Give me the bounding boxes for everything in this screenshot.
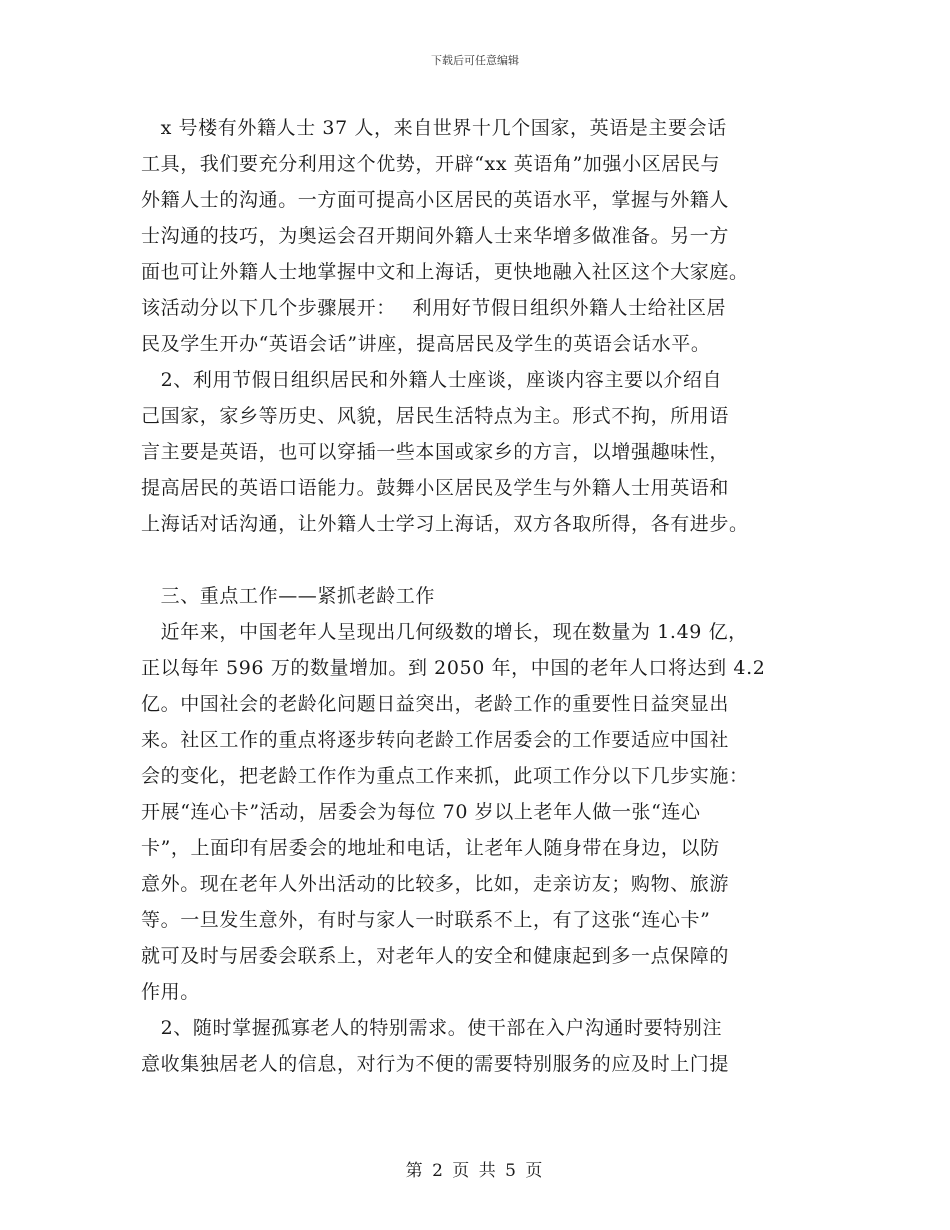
body-line: 意收集独居老人的信息，对行为不便的需要特别服务的应及时上门提 bbox=[141, 1053, 730, 1075]
body-line: 2、随时掌握孤寡老人的特别需求。使干部在入户沟通时要特别注 bbox=[141, 1017, 723, 1039]
body-line: 提高居民的英语口语能力。鼓舞小区居民及学生与外籍人士用英语和 bbox=[141, 477, 730, 499]
body-line: 正以每年 596 万的数量增加。到 2050 年，中国的老年人口将达到 4.2 bbox=[141, 657, 766, 679]
body-line: 民及学生开办“英语会话”讲座，提高居民及学生的英语会话水平。 bbox=[141, 333, 711, 355]
section-heading: 三、重点工作——紧抓老龄工作 bbox=[141, 585, 436, 607]
body-line: 意外。现在老年人外出活动的比较多，比如，走亲访友；购物、旅游 bbox=[141, 873, 730, 895]
body-line: 作用。 bbox=[141, 981, 200, 1003]
body-line: 就可及时与居委会联系上，对老年人的安全和健康起到多一点保障的 bbox=[141, 945, 730, 967]
body-line: 等。一旦发生意外，有时与家人一时联系不上，有了这张“连心卡” bbox=[141, 909, 711, 931]
page-number-footer: 第 2 页 共 5 页 bbox=[405, 1161, 545, 1181]
body-line: 近年来，中国老年人呈现出几何级数的增长，现在数量为 1.49 亿， bbox=[141, 621, 748, 643]
body-line: 2、利用节假日组织居民和外籍人士座谈，座谈内容主要以介绍自 bbox=[141, 369, 723, 391]
body-line: 亿。中国社会的老龄化问题日益突出，老龄工作的重要性日益突显出 bbox=[141, 693, 730, 715]
body-line: 面也可让外籍人士地掌握中文和上海话，更快地融入社区这个大家庭。 bbox=[141, 261, 749, 283]
body-line: 开展“连心卡”活动，居委会为每位 70 岁以上老年人做一张“连心 bbox=[141, 801, 701, 823]
body-line: 来。社区工作的重点将逐步转向老龄工作居委会的工作要适应中国社 bbox=[141, 729, 730, 751]
body-line: x 号楼有外籍人士 37 人，来自世界十几个国家，英语是主要会话 bbox=[141, 117, 727, 139]
body-line: 上海话对话沟通，让外籍人士学习上海话，双方各取所得，各有进步。 bbox=[141, 513, 749, 535]
body-line: 会的变化，把老龄工作作为重点工作来抓，此项工作分以下几步实施： bbox=[141, 765, 749, 787]
body-line: 外籍人士的沟通。一方面可提高小区居民的英语水平，掌握与外籍人 bbox=[141, 189, 730, 211]
body-line: 己国家，家乡等历史、风貌，居民生活特点为主。形式不拘，所用语 bbox=[141, 405, 730, 427]
page-header: 下载后可任意编辑 bbox=[431, 54, 519, 67]
body-line: 言主要是英语，也可以穿插一些本国或家乡的方言，以增强趣味性， bbox=[141, 441, 730, 463]
body-line: 该活动分以下几个步骤展开： 利用好节假日组织外籍人士给社区居 bbox=[141, 297, 727, 319]
body-line: 士沟通的技巧，为奥运会召开期间外籍人士来华增多做准备。另一方 bbox=[141, 225, 730, 247]
body-line: 卡”，上面印有居委会的地址和电话，让老年人随身带在身边，以防 bbox=[141, 837, 720, 859]
body-line: 工具，我们要充分利用这个优势，开辟“xx 英语角”加强小区居民与 bbox=[141, 153, 721, 175]
